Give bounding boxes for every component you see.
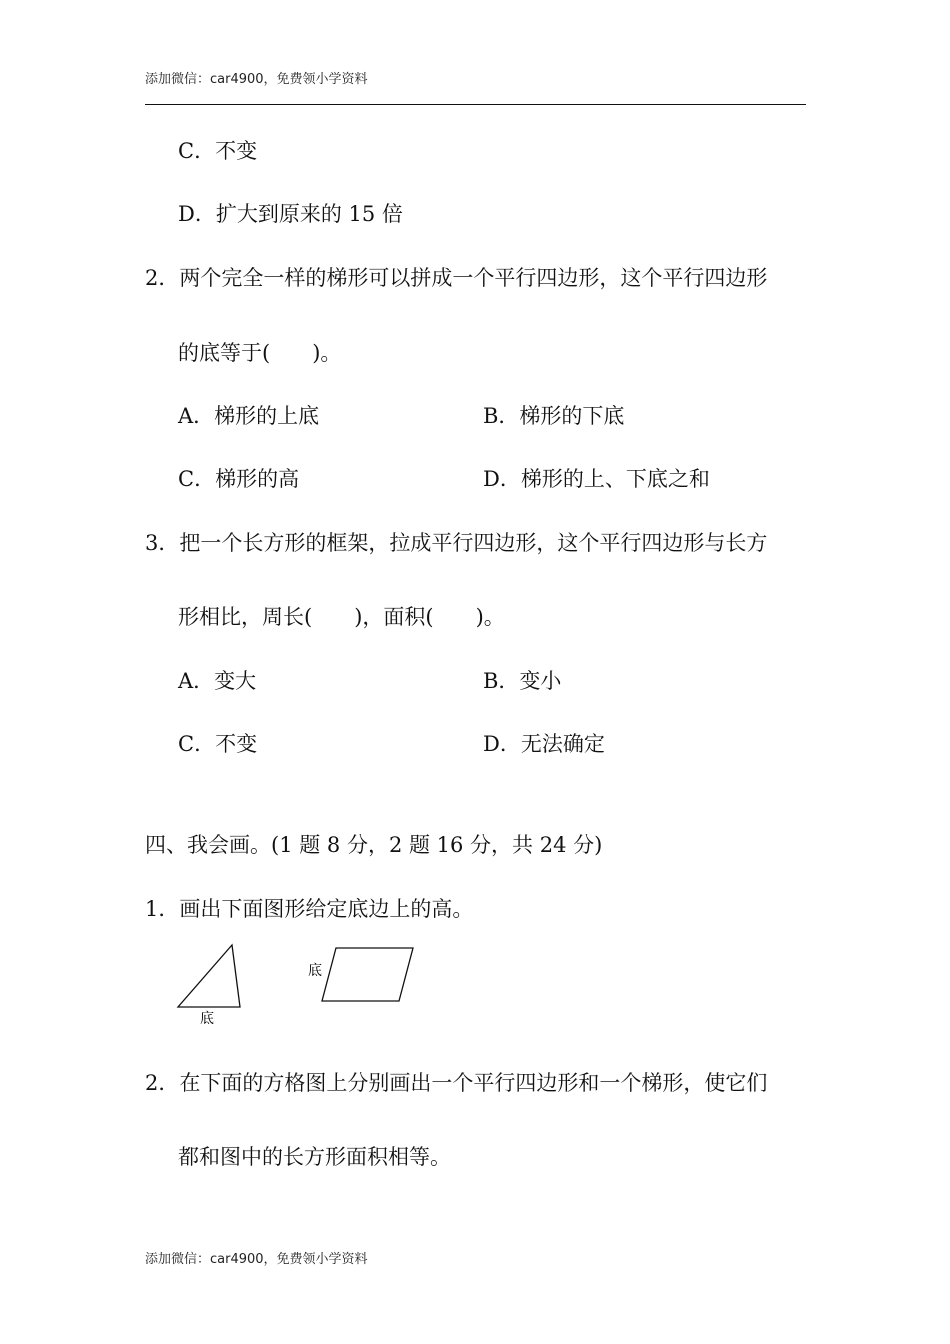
section4-q2-line2: 都和图中的长方形面积相等。 <box>178 1145 451 1169</box>
q2-option-d: D．梯形的上、下底之和 <box>483 467 710 491</box>
footer-text: 添加微信：car4900，免费领小学资料 <box>145 1252 368 1267</box>
q2-stem-line1: 2．两个完全一样的梯形可以拼成一个平行四边形，这个平行四边形 <box>145 266 768 290</box>
header-text: 添加微信：car4900，免费领小学资料 <box>145 72 368 87</box>
triangle-base-label: 底 <box>200 1011 214 1027</box>
triangle-figure <box>178 945 240 1007</box>
parallelogram-figure <box>322 948 413 1001</box>
section4-q2-line1: 2．在下面的方格图上分别画出一个平行四边形和一个梯形，使它们 <box>145 1071 768 1095</box>
q2-option-a: A．梯形的上底 <box>178 404 320 428</box>
q3-option-d: D．无法确定 <box>483 732 605 756</box>
q2-stem-line2: 的底等于( )。 <box>178 341 342 365</box>
q3-stem-line1: 3．把一个长方形的框架，拉成平行四边形，这个平行四边形与长方 <box>145 531 768 555</box>
prev-option-c: C．不变 <box>178 139 258 163</box>
section4-title: 四、我会画。(1 题 8 分，2 题 16 分，共 24 分) <box>145 833 603 857</box>
header-rule <box>145 104 806 105</box>
q3-option-a: A．变大 <box>178 669 257 693</box>
figures <box>170 938 430 1030</box>
parallelogram-base-label: 底 <box>308 963 322 979</box>
q3-option-b: B．变小 <box>483 669 562 693</box>
prev-option-d: D．扩大到原来的 15 倍 <box>178 202 403 226</box>
q2-option-c: C．梯形的高 <box>178 467 300 491</box>
q3-option-c: C．不变 <box>178 732 258 756</box>
section4-q1: 1．画出下面图形给定底边上的高。 <box>145 897 474 921</box>
q2-option-b: B．梯形的下底 <box>483 404 625 428</box>
q3-stem-line2: 形相比，周长( )，面积( )。 <box>178 605 505 629</box>
